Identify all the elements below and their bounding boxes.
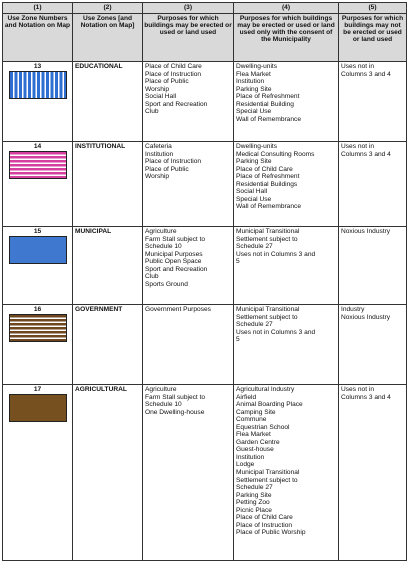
zone-name: GOVERNMENT — [73, 305, 143, 385]
col-number-5: (5) — [339, 3, 407, 14]
use-item: Guest-house — [236, 446, 274, 454]
use-item: Institution — [236, 78, 265, 86]
use-item: Dwelling-units — [236, 143, 278, 150]
consent-uses-cell — [234, 227, 339, 305]
prohibited-uses-cell — [339, 227, 407, 305]
use-item: Place of Child Care — [236, 165, 293, 173]
zone-swatch — [9, 71, 67, 99]
use-item: Uses not in — [341, 386, 374, 393]
use-item: Schedule 10 — [145, 243, 182, 251]
col-number-1: (1) — [3, 3, 73, 14]
use-item: Place of Instruction — [145, 70, 202, 78]
use-item: Camping Site — [236, 408, 276, 416]
consent-uses-cell — [234, 385, 339, 561]
col-number-3: (3) — [143, 3, 234, 14]
header-permitted-uses: Purposes for which buildings may be erected or used or land used — [143, 14, 234, 62]
use-item: Settlement subject to — [236, 313, 298, 321]
use-item: Sport and Recreation — [145, 100, 208, 108]
use-item: Commune — [236, 416, 267, 424]
use-item: Club — [145, 273, 159, 281]
use-item: Industry — [341, 306, 365, 313]
use-item: Uses not in — [341, 143, 374, 150]
column-number-row — [3, 3, 407, 14]
use-item: Place of Refreshment — [236, 173, 300, 181]
use-item: Flea Market — [236, 431, 271, 439]
zone-rows — [3, 62, 407, 561]
header-use-zones: Use Zones [and Notation on Map] — [73, 14, 143, 62]
use-item: Settlement subject to — [236, 235, 298, 243]
use-item: Noxious Industry — [341, 228, 391, 235]
use-item: Agriculture — [145, 386, 177, 393]
header-zone-number: Use Zone Numbers and Notation on Map — [3, 14, 73, 62]
prohibited-uses-cell — [339, 305, 407, 385]
use-item: Place of Instruction — [236, 521, 293, 529]
zone-swatch — [9, 394, 67, 422]
use-item: Schedule 27 — [236, 243, 273, 251]
header-prohibited-uses: Purposes for which buildings may not be erected or used or land used — [339, 14, 407, 62]
zone-number-cell — [3, 62, 73, 142]
zone-swatch — [9, 314, 67, 342]
zone-name: AGRICULTURAL — [73, 385, 143, 561]
use-item: Place of Instruction — [145, 158, 202, 166]
use-item: Columns 3 and 4 — [341, 393, 391, 401]
permitted-uses-cell — [143, 142, 234, 227]
zone-number-cell — [3, 305, 73, 385]
use-item: Cafeteria — [145, 143, 172, 150]
use-item: Worship — [145, 173, 170, 181]
prohibited-uses-cell — [339, 385, 407, 561]
use-item: Farm Stall subject to — [145, 235, 206, 243]
zone-swatch — [9, 236, 67, 264]
permitted-uses-cell — [143, 305, 234, 385]
use-item: Place of Public — [145, 78, 189, 86]
use-item: Residential Building — [236, 100, 294, 108]
col-number-2: (2) — [73, 3, 143, 14]
use-item: Petting Zoo — [236, 499, 270, 507]
zone-name: INSTITUTIONAL — [73, 142, 143, 227]
use-item: Equestrian School — [236, 423, 290, 431]
zone-number: 16 — [33, 306, 42, 313]
use-item: Dwelling-units — [236, 63, 278, 70]
zone-row — [3, 227, 407, 305]
use-item: Picnic Place — [236, 506, 272, 514]
use-item: Public Open Space — [145, 258, 202, 266]
use-item: Government Purposes — [145, 306, 211, 313]
use-item: Parking Site — [236, 85, 272, 93]
use-item: Special Use — [236, 108, 272, 116]
use-item: Agricultural Industry — [236, 386, 295, 393]
zone-row — [3, 142, 407, 227]
use-item: Settlement subject to — [236, 476, 298, 484]
use-item: Residential Buildings — [236, 180, 298, 188]
use-item: 5 — [236, 336, 240, 344]
use-item: Municipal Transitional — [236, 469, 300, 477]
use-item: Place of Public — [145, 165, 189, 173]
use-item: Farm Stall subject to — [145, 393, 206, 401]
zone-row — [3, 385, 407, 561]
zone-number: 17 — [33, 386, 42, 393]
use-item: Wall of Remembrance — [236, 203, 301, 211]
use-item: Uses not in Columns 3 and — [236, 250, 316, 258]
prohibited-uses-cell — [339, 62, 407, 142]
use-item: Worship — [145, 85, 170, 93]
use-item: Parking Site — [236, 158, 272, 166]
use-item: Schedule 27 — [236, 484, 273, 492]
use-item: Wall of Remembrance — [236, 115, 301, 123]
use-item: Uses not in — [341, 63, 374, 70]
use-item: Municipal Purposes — [145, 250, 203, 258]
use-item: Sport and Recreation — [145, 265, 208, 273]
use-item: One Dwelling-house — [145, 408, 205, 416]
zone-number-cell — [3, 227, 73, 305]
use-item: Institution — [145, 150, 174, 158]
use-item: Medical Consulting Rooms — [236, 150, 315, 158]
zone-row — [3, 62, 407, 142]
use-item: Airfield — [236, 393, 257, 401]
use-item: Lodge — [236, 461, 255, 469]
consent-uses-cell — [234, 142, 339, 227]
zone-number: 13 — [33, 63, 42, 70]
use-item: Municipal Transitional — [236, 228, 300, 235]
use-item: Institution — [236, 453, 265, 461]
use-item: Flea Market — [236, 70, 271, 78]
use-item: Club — [145, 108, 159, 116]
use-item: Place of Public Worship — [236, 529, 306, 537]
zoning-table — [2, 2, 407, 561]
zone-number: 14 — [33, 143, 42, 150]
use-item: Noxious Industry — [341, 313, 391, 321]
use-item: Schedule 10 — [145, 401, 182, 409]
use-item: Municipal Transitional — [236, 306, 300, 313]
zone-row — [3, 305, 407, 385]
consent-uses-cell — [234, 62, 339, 142]
use-item: Animal Boarding Place — [236, 401, 303, 409]
use-item: Social Hall — [236, 188, 268, 196]
zone-number: 15 — [33, 228, 42, 235]
zone-name: MUNICIPAL — [73, 227, 143, 305]
use-item: Place of Child Care — [145, 63, 202, 70]
use-item: Place of Refreshment — [236, 93, 300, 101]
use-item: Columns 3 and 4 — [341, 150, 391, 158]
use-item: Parking Site — [236, 491, 272, 499]
use-item: Social Hall — [145, 93, 177, 101]
zone-swatch — [9, 151, 67, 179]
use-item: Sports Ground — [145, 280, 188, 288]
col-number-4: (4) — [234, 3, 339, 14]
zone-number-cell — [3, 385, 73, 561]
use-item: Agriculture — [145, 228, 177, 235]
use-item: Columns 3 and 4 — [341, 70, 391, 78]
use-item: Schedule 27 — [236, 321, 273, 329]
use-item: 5 — [236, 258, 240, 266]
prohibited-uses-cell — [339, 142, 407, 227]
zone-number-cell — [3, 142, 73, 227]
permitted-uses-cell — [143, 62, 234, 142]
header-consent-uses: Purposes for which buildings may be erected or used or land used only with the consent of the Municipality — [234, 14, 339, 62]
use-item: Special Use — [236, 195, 272, 203]
consent-uses-cell — [234, 305, 339, 385]
permitted-uses-cell — [143, 227, 234, 305]
permitted-uses-cell — [143, 385, 234, 561]
use-item: Uses not in Columns 3 and — [236, 328, 316, 336]
zone-name: EDUCATIONAL — [73, 62, 143, 142]
use-item: Place of Child Care — [236, 514, 293, 522]
column-header-row — [3, 14, 407, 62]
use-item: Garden Centre — [236, 438, 280, 446]
